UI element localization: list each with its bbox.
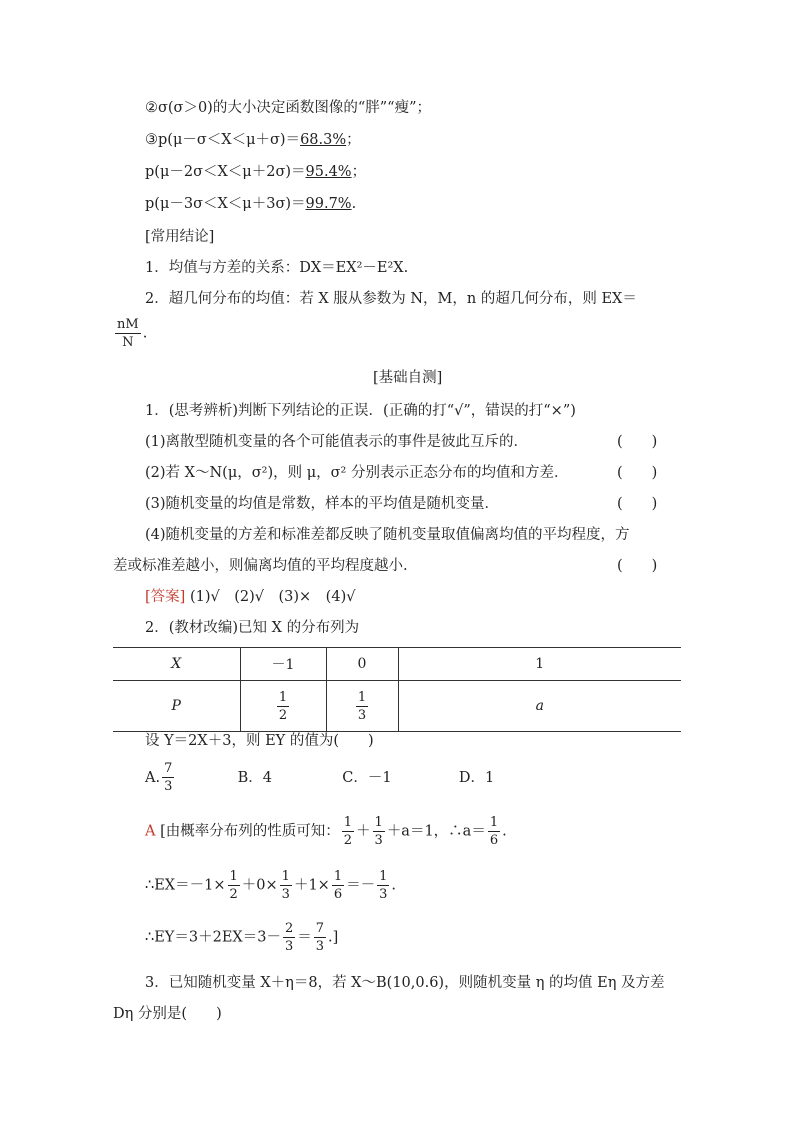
fraction-numerator: 1 (281, 869, 290, 884)
table-cell: 0 (326, 648, 398, 681)
fraction-denominator: 3 (281, 887, 290, 902)
conclusion-hypergeometric-fraction: $\frac{nM}{N}$ . (117, 317, 148, 350)
solution-text: ∴EY＝3＋2EX＝3－ (145, 929, 281, 946)
solution-line-3 (145, 922, 338, 962)
fraction-denominator: 3 (374, 833, 383, 848)
item-two-sigma-expr: p(μ－2σ＜X＜μ＋2σ)＝ (145, 164, 306, 180)
q1-item-3: (3)随机变量的均值是常数，样本的平均值是随机变量． (145, 496, 500, 512)
fraction-denominator: 3 (379, 887, 388, 902)
q1-stem: 1．(思考辨析)判断下列结论的正误．(正确的打“√”，错误的打“×”) (145, 403, 576, 419)
item-one-sigma (145, 130, 361, 150)
solution-text: ∴EX＝－1× (145, 877, 226, 894)
section-conclusions-heading: [常用结论] (145, 229, 215, 245)
item-three-sigma-value: 99.7% (305, 196, 352, 212)
answer-label: [答案] (145, 589, 186, 605)
fraction-numerator: 1 (278, 689, 288, 705)
table-cell: P (113, 681, 240, 732)
fraction-numerator: 7 (315, 921, 325, 936)
fraction-numerator: 1 (343, 815, 353, 830)
solution-line-1: A [由概率分布列的性质可知： $\frac{1}{2}$ ＋ $\frac{1}{3}$ ＋a＝1，∴a＝ $\frac{1}{6}$ . (145, 815, 507, 848)
table-row (113, 648, 681, 681)
solution-text: ＝－ (346, 877, 376, 894)
item-two-sigma-value: 95.4% (305, 164, 352, 180)
q1-item-4-line2: 差或标准差越小，则偏离均值的平均程度越小. (113, 558, 408, 574)
item-one-sigma-expr: ③p(μ－σ＜X＜μ＋σ)＝ (145, 132, 301, 148)
item-three-sigma (145, 194, 356, 214)
solution-text: ＋0× (241, 877, 278, 894)
table-row (113, 681, 681, 732)
q1-item-2-paren: ( ) (617, 465, 658, 481)
fraction-denominator: 2 (278, 707, 288, 723)
table-cell (326, 681, 398, 732)
item-three-sigma-suffix: . (351, 196, 357, 212)
table-cell: －1 (240, 648, 326, 681)
fraction-numerator: 1 (379, 869, 388, 884)
fraction-numerator: 1 (333, 869, 343, 884)
q1-item-1: (1)离散型随机变量的各个可能值表示的事件是彼此互斥的． (145, 434, 529, 450)
option-a (145, 762, 233, 793)
table-cell: X (113, 648, 240, 681)
q2-question: 设 Y＝2X＋3，则 EY 的值为( ) (145, 733, 374, 749)
item-two-sigma (145, 162, 366, 182)
table-cell: 1 (398, 648, 681, 681)
option-c: C．－1 (342, 769, 392, 786)
fraction-denominator: 3 (164, 779, 173, 794)
table-cell: a (398, 681, 681, 732)
q2-stem: 2．(教材改编)已知 X 的分布列为 (145, 620, 360, 636)
fraction-denominator: 2 (343, 833, 353, 848)
fraction-numerator: 1 (357, 689, 367, 705)
q2-options (145, 762, 494, 802)
q3-line-1: 3．已知随机变量 X＋η＝8，若 X～B(10,0.6)，则随机变量 η 的均值 Eη 及方差 (145, 975, 665, 991)
fraction-denominator: 3 (315, 939, 325, 954)
q1-item-4-paren: ( ) (617, 558, 658, 574)
item-sigma-shape: ②σ(σ＞0)的大小决定函数图像的“胖”“瘦”； (145, 100, 431, 116)
q1-item-2: (2)若 X～N(μ，σ²)，则 μ，σ² 分别表示正态分布的均值和方差． (145, 465, 569, 481)
item-one-sigma-value: 68.3% (300, 132, 347, 148)
fraction-numerator: 1 (374, 815, 383, 830)
answer-text: (1)√ (2)√ (3)× (4)√ (189, 589, 356, 605)
q1-item-4-line1: (4)随机变量的方差和标准差都反映了随机变量取值偏离均值的平均程度，方 (145, 527, 630, 543)
fraction-numerator: 7 (164, 761, 173, 776)
fraction-denominator: 3 (357, 707, 367, 723)
q1-answer (145, 587, 355, 607)
fraction-numerator: 1 (229, 869, 238, 884)
option-d: D．1 (458, 769, 495, 786)
solution-text: ＋ (356, 823, 371, 840)
fraction-numerator: 1 (489, 815, 499, 830)
solution-letter: A (145, 823, 156, 840)
option-b: B．4 (237, 769, 272, 786)
fraction-numerator: 2 (284, 921, 294, 936)
fraction-denominator: 6 (333, 887, 343, 902)
section-selftest-heading: [基础自测] (373, 370, 443, 386)
fraction-denominator: 3 (284, 939, 294, 954)
solution-text: ＝ (297, 929, 312, 946)
conclusion-mean-variance: 1．均值与方差的关系：DX＝EX²－E²X. (145, 260, 409, 276)
conclusion-hypergeometric: 2．超几何分布的均值：若 X 服从参数为 N，M，n 的超几何分布，则 EX＝ (145, 291, 637, 307)
fraction-denominator: N (122, 335, 134, 350)
fraction-denominator: 2 (229, 887, 238, 902)
q1-item-3-paren: ( ) (617, 496, 658, 512)
item-one-sigma-suffix: ； (346, 132, 361, 148)
table-cell (240, 681, 326, 732)
solution-text: ＋a＝1，∴a＝ (386, 823, 486, 840)
option-a-label: A. (145, 769, 161, 786)
solution-text: ＋1× (293, 877, 330, 894)
item-two-sigma-suffix: ； (351, 164, 367, 180)
solution-text: [由概率分布列的性质可知： (160, 823, 340, 840)
q3-line-2: Dη 分别是( ) (113, 1006, 222, 1022)
item-three-sigma-expr: p(μ－3σ＜X＜μ＋3σ)＝ (145, 196, 306, 212)
solution-text: .] (328, 929, 339, 946)
fraction-denominator: 6 (489, 833, 499, 848)
q1-item-1-paren: ( ) (617, 434, 658, 450)
solution-line-2: ∴EX＝－1× $\frac{1}{2}$ ＋0× $\frac{1}{3}$ ＋1× $\frac{1}{6}$ ＝－ $\frac{1}{3}$ . (145, 869, 396, 902)
distribution-table (113, 647, 681, 732)
fraction-numerator: nM (117, 317, 139, 332)
